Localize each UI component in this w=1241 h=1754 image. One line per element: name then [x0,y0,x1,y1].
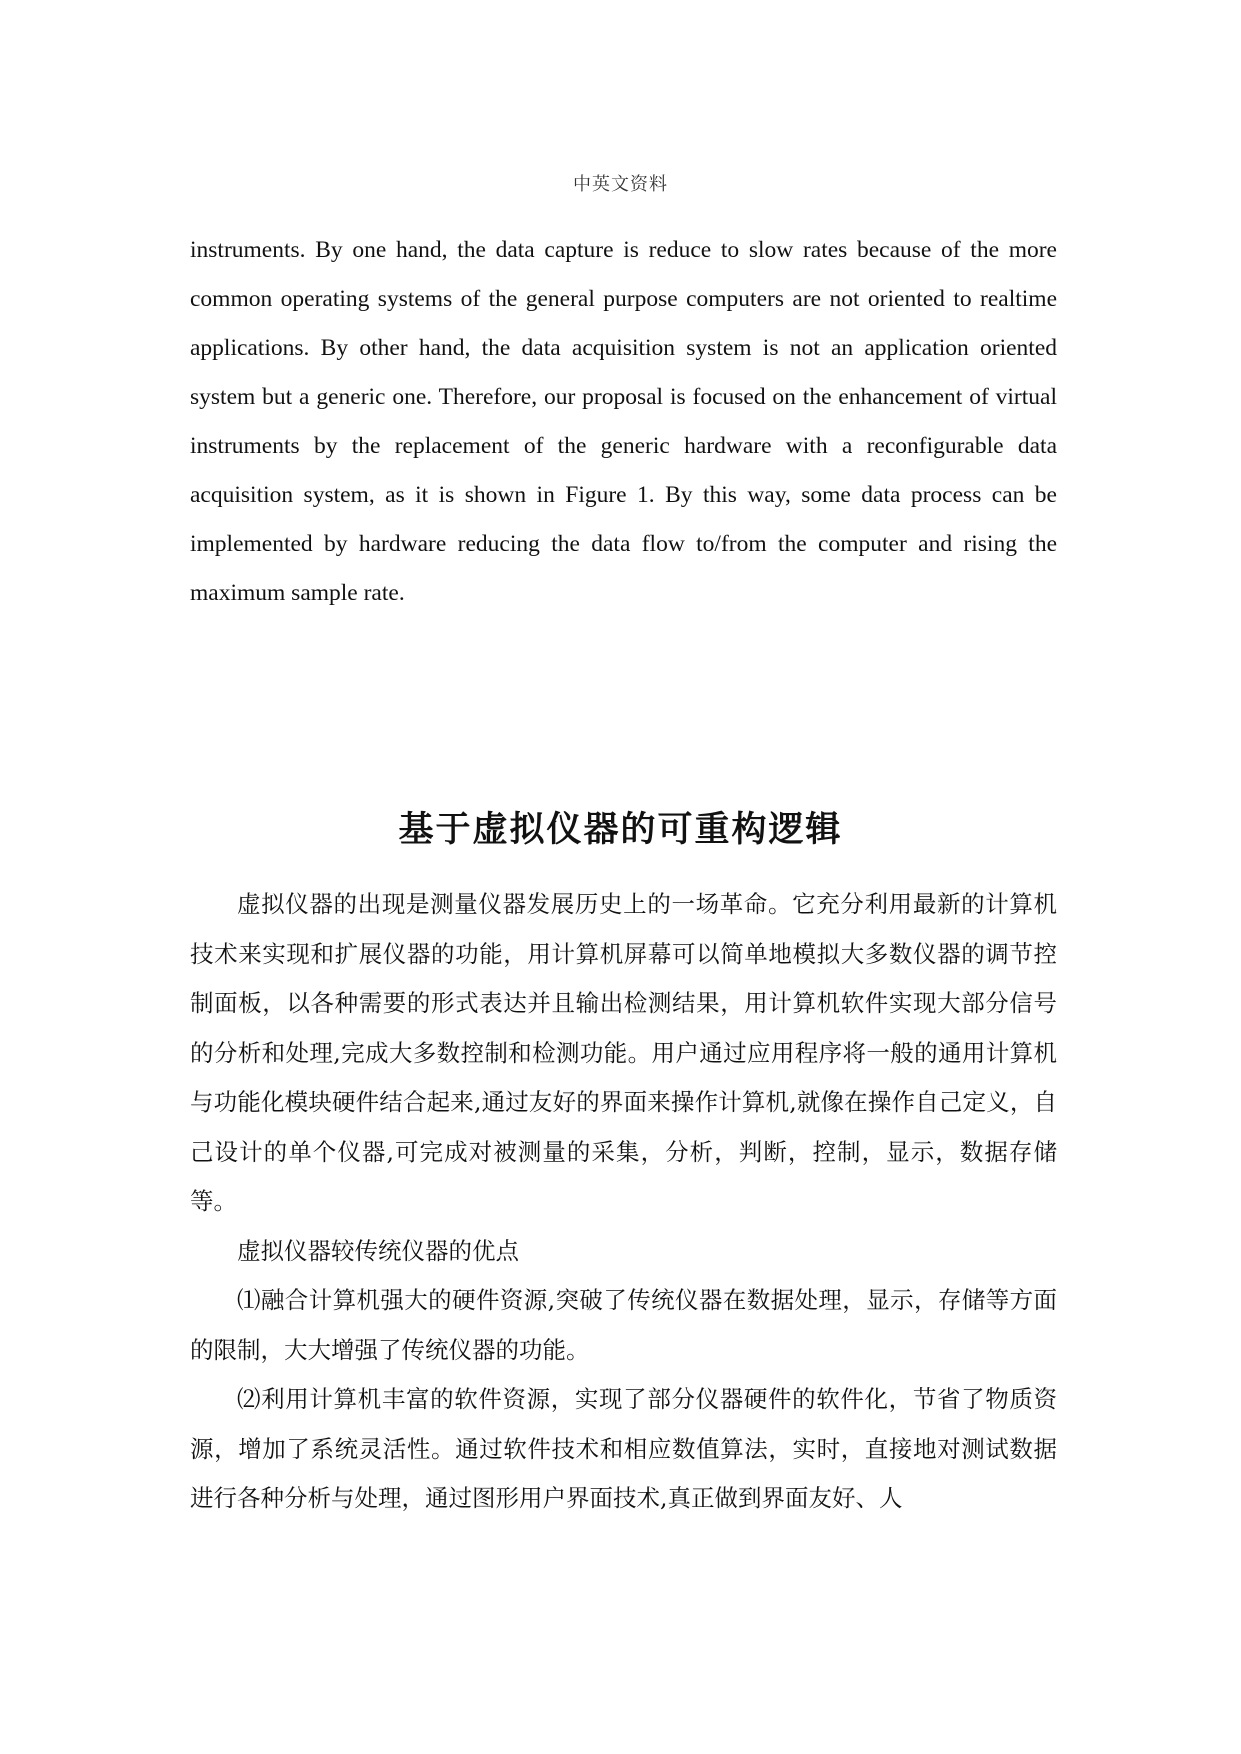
english-paragraph: instruments. By one hand, the data capture is reduce to slow rates because of the more common operating systems of the general purpose computers are not oriented to realtime applications. By other hand, the data acquisition system is not an application oriented system but a generic one. Therefore, our proposal is focused on the enhancement of virtual instruments by the replacement of the generic hardware with a reconfigurable data acquisition system, as it is shown in Figure 1. By this way, some data process can be implemented by hardware reducing the data flow to/from the computer and rising the maximum sample rate. [190,237,1057,606]
paragraph-advantages-heading: 虚拟仪器较传统仪器的优点 [237,1236,519,1265]
paragraph-advantage-1: ⑴融合计算机强大的硬件资源,突破了传统仪器在数据处理，显示，存储等方面的限制，大大增强了传统仪器的功能。 [190,1286,1057,1364]
paragraph-intro: 虚拟仪器的出现是测量仪器发展历史上的一场革命。它充分利用最新的计算机技术来实现和扩展仪器的功能，用计算机屏幕可以简单地模拟大多数仪器的调节控制面板，以各种需要的形式表达并且输出检测结果，用计算机软件实现大部分信号的分析和处理,完成大多数控制和检测功能。用户通过应用程序将一般的通用计算机与功能化模块硬件结合起来,通过友好的界面来操作计算机,就像在操作自己定义，自己设计的单个仪器,可完成对被测量的采集，分析，判断，控制，显示，数据存储等。 [190,890,1057,1215]
section-title: 基于虚拟仪器的可重构逻辑 [398,810,843,850]
page-header: 中英文资料 [573,174,668,195]
paragraph-advantage-2: ⑵利用计算机丰富的软件资源，实现了部分仪器硬件的软件化，节省了物质资源，增加了系统灵活性。通过软件技术和相应数值算法，实时，直接地对测试数据进行各种分析与处理，通过图形用户界面技术,真正做到界面友好、人 [190,1385,1057,1512]
chinese-body [190,880,1057,1524]
